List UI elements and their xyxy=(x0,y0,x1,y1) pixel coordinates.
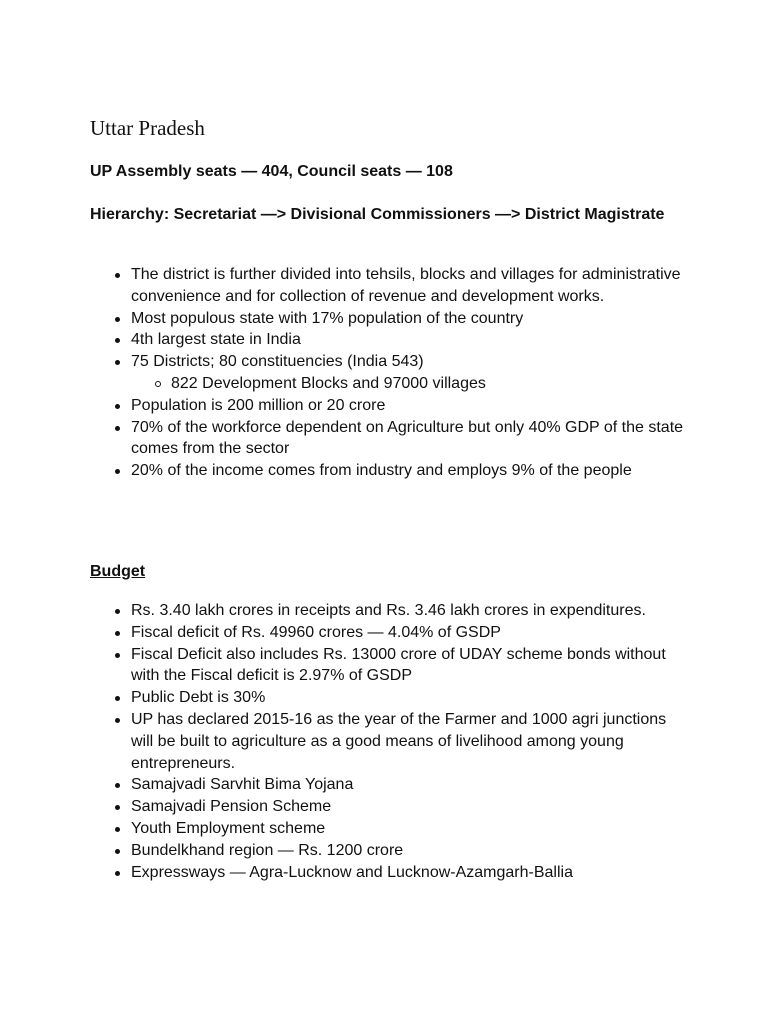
list-item: UP has declared 2015-16 as the year of the Farmer and 1000 agri junctions will be built to agriculture as a good means of livelihood among young entrepreneurs. xyxy=(131,709,691,774)
list-item: Samajvadi Pension Scheme xyxy=(131,796,691,818)
list-item: Population is 200 million or 20 crore xyxy=(131,395,691,417)
list-item: Youth Employment scheme xyxy=(131,818,691,840)
facts-sublist xyxy=(131,373,691,395)
sub-list-item: 822 Development Blocks and 97000 villages xyxy=(171,373,691,395)
list-item: Bundelkhand region — Rs. 1200 crore xyxy=(131,840,691,862)
list-item-text: 75 Districts; 80 constituencies (India 543) xyxy=(131,353,424,371)
list-item: 4th largest state in India xyxy=(131,329,691,351)
list-item: Fiscal Deficit also includes Rs. 13000 crore of UDAY scheme bonds without with the Fiscal deficit is 2.97% of GSDP xyxy=(131,644,691,688)
list-item: Public Debt is 30% xyxy=(131,687,691,709)
list-item: 70% of the workforce dependent on Agriculture but only 40% GDP of the state comes from the sector xyxy=(131,417,691,461)
facts-list xyxy=(90,264,691,482)
list-item xyxy=(131,351,691,395)
seats-line: UP Assembly seats — 404, Council seats — 108 xyxy=(90,163,453,180)
budget-list xyxy=(90,600,691,883)
hierarchy-line: Hierarchy: Secretariat —> Divisional Commissioners —> District Magistrate xyxy=(90,206,665,223)
list-item: Most populous state with 17% population of the country xyxy=(131,308,691,330)
list-item: Samajvadi Sarvhit Bima Yojana xyxy=(131,774,691,796)
list-item: 20% of the income comes from industry and employs 9% of the people xyxy=(131,460,691,482)
list-item: Expressways — Agra-Lucknow and Lucknow-Azamgarh-Ballia xyxy=(131,862,691,884)
list-item: The district is further divided into tehsils, blocks and villages for administrative convenience and for collection of revenue and development works. xyxy=(131,264,691,308)
list-item: Rs. 3.40 lakh crores in receipts and Rs. 3.46 lakh crores in expenditures. xyxy=(131,600,691,622)
list-item: Fiscal deficit of Rs. 49960 crores — 4.04% of GSDP xyxy=(131,622,691,644)
budget-heading: Budget xyxy=(90,563,146,580)
page-title: Uttar Pradesh xyxy=(90,116,205,140)
